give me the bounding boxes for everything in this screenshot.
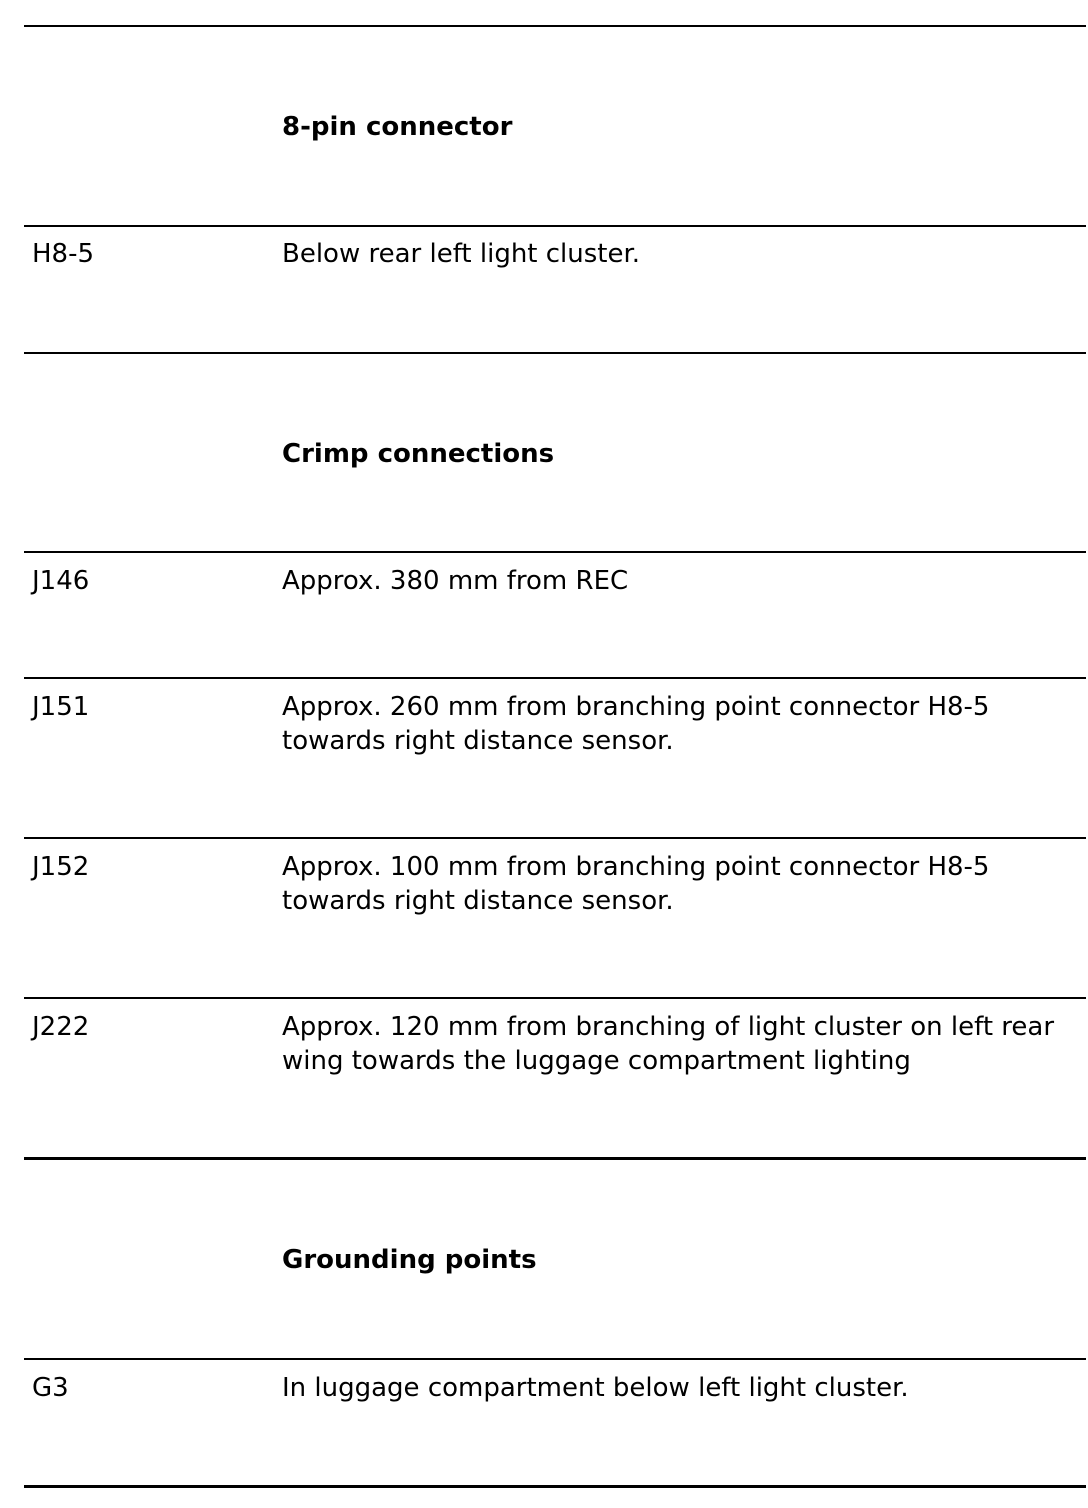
row-description: Approx. 380 mm from REC (282, 566, 629, 596)
row-code: H8-5 (32, 239, 95, 269)
row-code: G3 (32, 1373, 69, 1403)
row-description: Approx. 120 mm from branching of light cluster on left rear wing towards the luggage compartment lighting (282, 1012, 1055, 1076)
section-heading: 8-pin connector (282, 112, 513, 142)
table-rule (24, 677, 1086, 679)
table-rule (24, 1485, 1086, 1488)
section-heading: Grounding points (282, 1245, 537, 1275)
row-description: Below rear left light cluster. (282, 239, 641, 269)
table-rule (24, 997, 1086, 999)
row-code: J152 (32, 852, 90, 882)
row-code: J222 (32, 1012, 90, 1042)
table-rule (24, 25, 1086, 27)
table-rule (24, 225, 1086, 227)
row-description: Approx. 260 mm from branching point connector H8-5 towards right distance sensor. (282, 692, 990, 756)
row-description: Approx. 100 mm from branching point connector H8-5 towards right distance sensor. (282, 852, 990, 916)
table-rule (24, 551, 1086, 553)
table-rule (24, 1358, 1086, 1360)
table-rule (24, 1157, 1086, 1160)
row-code: J151 (32, 692, 90, 722)
section-heading: Crimp connections (282, 439, 555, 469)
table-rule (24, 837, 1086, 839)
row-description: In luggage compartment below left light cluster. (282, 1373, 909, 1403)
table-rule (24, 352, 1086, 354)
row-code: J146 (32, 566, 90, 596)
